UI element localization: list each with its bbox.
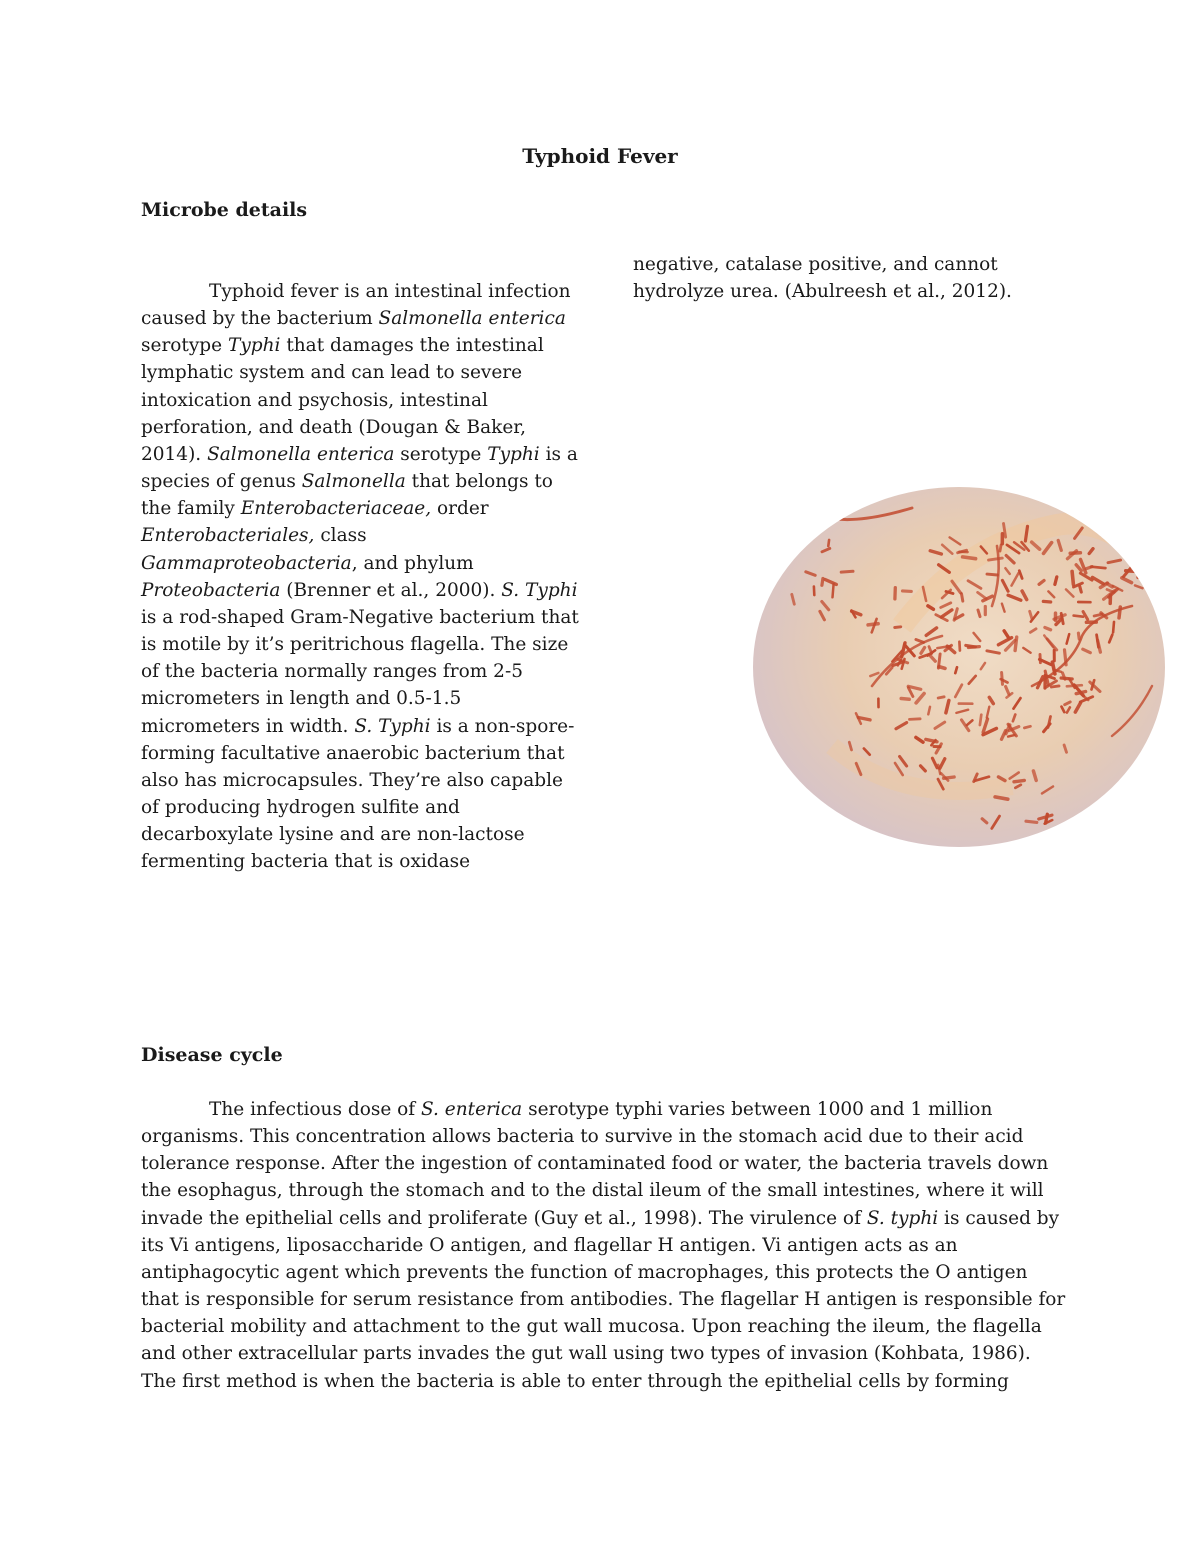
bacterium-rod [1138, 566, 1143, 578]
bacterium-rod [989, 558, 1003, 560]
microbe-details-text-run: S. Typhi [354, 715, 431, 737]
bacterium-rod [963, 557, 976, 559]
section-heading-disease-cycle: Disease cycle [141, 1044, 283, 1066]
microbe-details-text-run: Gammaproteobacteria [141, 552, 352, 574]
microbe-details-text-run: serotype [394, 443, 488, 465]
bacterium-rod [822, 579, 823, 586]
bacterium-rod [978, 610, 980, 617]
microbe-details-text-run: Typhi [227, 335, 281, 357]
bacterium-rod [980, 715, 981, 725]
microbe-details-text-run: Proteobacteria [141, 579, 281, 601]
disease-cycle-text-run: S. enterica [421, 1099, 523, 1120]
disease-cycle-paragraph [141, 1096, 1071, 1395]
bacterium-rod [1008, 735, 1014, 737]
bacterium-rod [1052, 662, 1055, 674]
microbe-details-text-run: that belongs to the family [141, 471, 553, 520]
bacterium-rod [1070, 553, 1080, 554]
microbe-details-text-run: Salmonella [301, 471, 406, 493]
bacterium-rod [987, 574, 997, 575]
microbe-details-text-run: , and phylum [351, 552, 474, 574]
bacterium-rod [928, 707, 930, 715]
bacterium-rod [841, 571, 853, 572]
bacterium-rod [1072, 571, 1073, 584]
microbe-details-text-run: Enterobacteriales, [141, 525, 315, 547]
microbe-details-text-run: class [314, 525, 367, 547]
bacterium-rod [1095, 518, 1108, 522]
bacterium-rod [946, 592, 953, 594]
microbe-details-text-run: Enterobacteriaceae, [240, 498, 432, 520]
microbe-details-text-run: Typhoid fever is an intestinal infection caused by the bacterium [141, 281, 571, 330]
bacterium-rod [1137, 546, 1149, 550]
bacterium-rod [1080, 586, 1082, 592]
microbe-details-right-column: negative, catalase positive, and cannot hydrolyze urea. (Abulreesh et al., 2012). [633, 254, 1012, 303]
microbe-details-text-run: order [431, 498, 489, 520]
bacterium-rod [959, 642, 960, 651]
bacterium-rod [1132, 545, 1142, 547]
bacterium-rod [962, 594, 963, 601]
section-heading-microbe-details: Microbe details [141, 199, 308, 221]
disease-cycle-text-run: S. typhi [866, 1207, 939, 1229]
bacterium-rod [1102, 532, 1110, 535]
document-title: Typhoid Fever [522, 144, 678, 168]
bacterium-rod [995, 797, 1008, 799]
bacterium-rod [1126, 571, 1140, 572]
bacterium-rod [1091, 567, 1105, 568]
bacterium-rod [1002, 673, 1003, 685]
microbe-details-text-run: S. Typhi [501, 579, 578, 601]
bacterium-rod [828, 540, 829, 546]
microbe-details-text-run: is a non-spore-forming facultative anaerobic bacterium that also has microcapsules. They’re also capable of producing hydrogen sulfite and decarboxylate lysine and are non-lactose fermenting bacteria that is oxidase [141, 715, 575, 873]
bacterium-rod [1105, 534, 1112, 535]
bacterium-rod [1113, 622, 1114, 633]
bacterium-rod [955, 667, 957, 673]
bacterium-rod [1014, 780, 1024, 781]
bacterium-rod [968, 647, 979, 648]
bacterium-rod [903, 591, 912, 592]
bacterium-rod [1074, 616, 1084, 617]
bacterium-rod [1026, 821, 1037, 822]
bacterium-rod [1024, 726, 1030, 728]
microbe-details-text-run: (Brenner et al., 2000). [280, 579, 502, 601]
microbe-details-text-run: that damages the intestinal lymphatic system and can lead to severe intoxication and psychosis, intestinal perforation, and death (Dougan & Baker, 2014). [141, 335, 544, 465]
microbe-details-text-run: is a species of genus [141, 443, 578, 493]
micrograph-bacteria-image [752, 486, 1166, 848]
bacterium-rod [1051, 686, 1059, 687]
microbe-details-left-column [141, 278, 581, 875]
bacterium-rod [1054, 670, 1061, 672]
bacterium-rod [1119, 607, 1120, 618]
bacterium-rod [868, 624, 878, 625]
bacterium-rod [1025, 526, 1027, 541]
bacterium-rod [1000, 545, 1001, 551]
bacterium-rod [938, 697, 944, 698]
bacterium-rod [1043, 601, 1050, 602]
bacterium-rod [1055, 577, 1057, 585]
disease-cycle-text-run: serotype typhi varies between 1000 and 1 million organisms. This concentration allows bacteria to survive in the stomach acid due to their acid tolerance response. After the ingestion of contaminated food or water, the bacteria travels down the esophagus, through the stomach and to the distal ileum of the small intestines, where it will invade the epithelial cells and proliferate (Guy et al., 1998). The virulence of [141, 1099, 1049, 1229]
bacterium-rod [833, 584, 834, 597]
bacterium-rod [1130, 549, 1132, 563]
microbe-details-text-run: serotype [141, 335, 228, 357]
disease-cycle-text-run: The infectious dose of [209, 1099, 422, 1120]
bacterium-rod [910, 719, 921, 720]
microbe-details-text-run: Salmonella enterica [207, 443, 395, 465]
bacterium-rod [1095, 522, 1104, 526]
microbe-details-text-run: is a rod-shaped Gram-Negative bacterium that is motile by it’s peritrichous flagella. The size of the bacteria normally ranges from 2-5 micrometers in length and 0.5-1.5 micrometers in width. [141, 606, 579, 737]
bacterium-rod [939, 667, 945, 669]
microbe-details-text-run: Salmonella enterica [378, 308, 566, 330]
bacterium-rod [901, 699, 909, 700]
bacterium-rod [1078, 633, 1079, 639]
bacterium-rod [895, 627, 901, 628]
bacterium-rod [1045, 628, 1051, 630]
salmonella-micrograph-image [752, 486, 1166, 848]
microbe-details-text-run: Typhi [487, 443, 540, 465]
disease-cycle-text-run: is caused by its Vi antigens, liposaccharide O antigen, and flagellar H antigen. Vi antigen acts as an antiphagocytic agent which prevents the function of macrophages, this protects the O antigen that is responsible for serum resistance from antibodies. The flagellar H antigen is responsible for bacterial mobility and attachment to the gut wall mucosa. Upon reaching the ileum, the flagella and other extracellular parts invades the gut wall using two types of invasion (Kohbata, 1986). The first method is when the bacteria is able to enter through the epithelial cells by forming [141, 1207, 1066, 1392]
bacterium-rod [1065, 650, 1067, 665]
